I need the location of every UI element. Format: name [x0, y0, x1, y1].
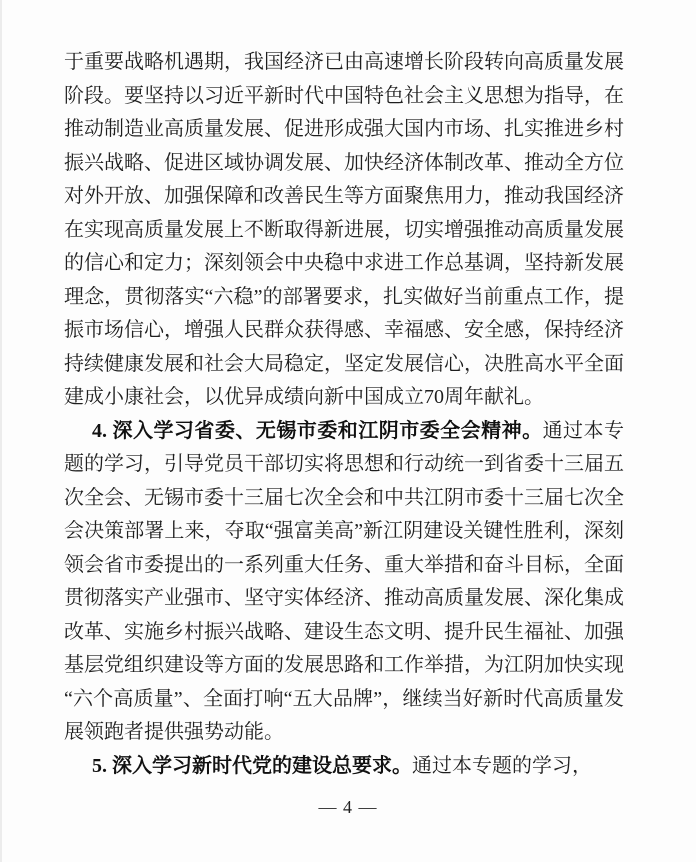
scan-edge-artifact [0, 0, 2, 862]
paragraph-continuation [64, 46, 624, 415]
paragraph-item-5 [64, 750, 624, 784]
paragraph-text: 通过本专题的学习， [412, 754, 592, 777]
paragraph-item-4 [64, 415, 624, 750]
paragraph-lead-bold: 5. 深入学习新时代党的建设总要求。 [92, 754, 412, 777]
document-body [64, 46, 624, 783]
paragraph-text: 通过本专题的学习，引导党员干部切实将思想和行动统一到省委十三届五次全会、无锡市委十三届七次全会和中共江阴市委十三届七次全会决策部署上来，夺取“强富美高”新江阴建设关键性胜利，深刻领会省市委提出的一系列重大任务、重大举措和奋斗目标，全面贯彻落实产业强市、坚守实体经济、推动高质量发展、深化集成改革、实施乡村振兴战略、建设生态文明、提升民生福祉、加强基层党组织建设等方面的发展思路和工作举措，为江阴加快实现“六个高质量”、全面打响“五大品牌”，继续当好新时代高质量发展领跑者提供强势动能。 [64, 419, 625, 743]
paragraph-text: 于重要战略机遇期，我国经济已由高速增长阶段转向高质量发展阶段。要坚持以习近平新时代中国特色社会主义思想为指导，在推动制造业高质量发展、促进形成强大国内市场、扎实推进乡村振兴战略、促进区域协调发展、加快经济体制改革、推动全方位对外开放、加强保障和改善民生等方面聚焦用力，推动我国经济在实现高质量发展上不断取得新进展，切实增强推动高质量发展的信心和定力；深刻领会中央稳中求进工作总基调，坚持新发展理念，贯彻落实“六稳”的部署要求，扎实做好当前重点工作，提振市场信心，增强人民群众获得感、幸福感、安全感，保持经济持续健康发展和社会大局稳定，坚定发展信心，决胜高水平全面建成小康社会，以优异成绩向新中国成立70周年献礼。 [64, 51, 624, 408]
paragraph-lead-bold: 4. 深入学习省委、无锡市委和江阴市委全会精神。 [92, 419, 543, 442]
page-number: — 4 — [318, 797, 378, 817]
